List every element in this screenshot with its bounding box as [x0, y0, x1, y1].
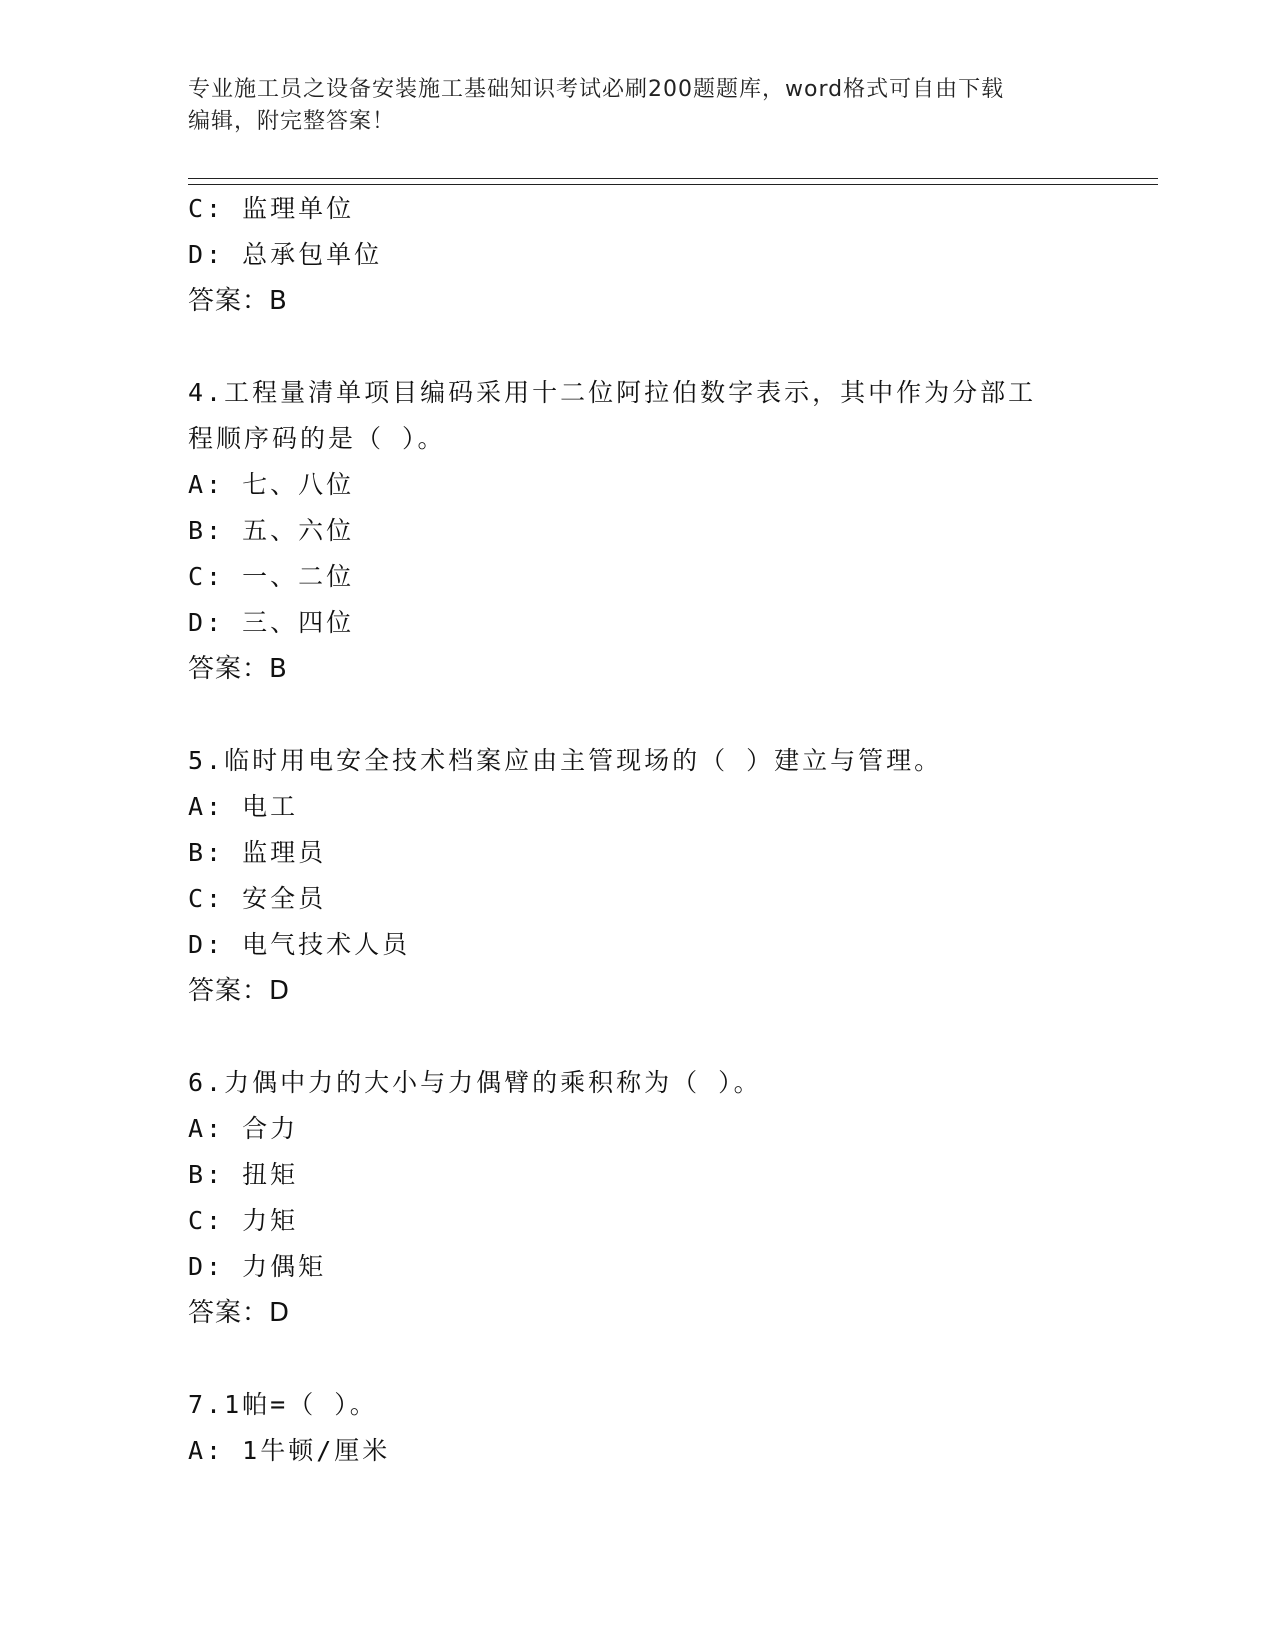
option-b: B: 扭矩 — [188, 1160, 299, 1189]
spacer — [188, 1336, 1088, 1382]
option-d: D: 电气技术人员 — [188, 930, 411, 959]
option-c: C: 监理单位 — [188, 194, 355, 223]
question-4 — [188, 370, 1088, 692]
answer-label: 答案：D — [188, 976, 291, 1006]
page-header — [188, 74, 1088, 138]
option-c: C: 一、二位 — [188, 562, 355, 591]
option-c: C: 力矩 — [188, 1206, 299, 1235]
option-a: A: 合力 — [188, 1114, 299, 1143]
spacer — [188, 692, 1088, 738]
question-7 — [188, 1382, 1088, 1474]
option-a: A: 七、八位 — [188, 470, 355, 499]
question-5 — [188, 738, 1088, 1014]
document-title-line-2: 编辑，附完整答案！ — [188, 109, 396, 134]
question-stem: 6.力偶中力的大小与力偶臂的乘积称为（ ）。 — [188, 1068, 762, 1097]
question-3-continued — [188, 186, 1088, 324]
question-stem: 4.工程量清单项目编码采用十二位阿拉伯数字表示，其中作为分部工 — [188, 378, 1037, 407]
option-b: B: 监理员 — [188, 838, 327, 867]
question-6 — [188, 1060, 1088, 1336]
question-stem: 5.临时用电安全技术档案应由主管现场的（ ）建立与管理。 — [188, 746, 943, 775]
option-c: C: 安全员 — [188, 884, 327, 913]
question-list — [188, 186, 1088, 1474]
answer-label: 答案：B — [188, 654, 288, 684]
option-a: A: 1牛顿/厘米 — [188, 1436, 391, 1465]
option-d: D: 总承包单位 — [188, 240, 383, 269]
question-stem-continued: 程顺序码的是（ ）。 — [188, 424, 446, 453]
spacer — [188, 1014, 1088, 1060]
option-b: B: 五、六位 — [188, 516, 355, 545]
option-d: D: 三、四位 — [188, 608, 355, 637]
answer-label: 答案：D — [188, 1298, 291, 1328]
header-divider — [188, 178, 1158, 185]
document-title-line-1: 专业施工员之设备安装施工基础知识考试必刷200题题库，word格式可自由下载 — [188, 77, 1005, 102]
spacer — [188, 324, 1088, 370]
option-a: A: 电工 — [188, 792, 299, 821]
option-d: D: 力偶矩 — [188, 1252, 327, 1281]
answer-label: 答案：B — [188, 286, 288, 316]
question-stem: 7.1帕=（ ）。 — [188, 1390, 378, 1419]
